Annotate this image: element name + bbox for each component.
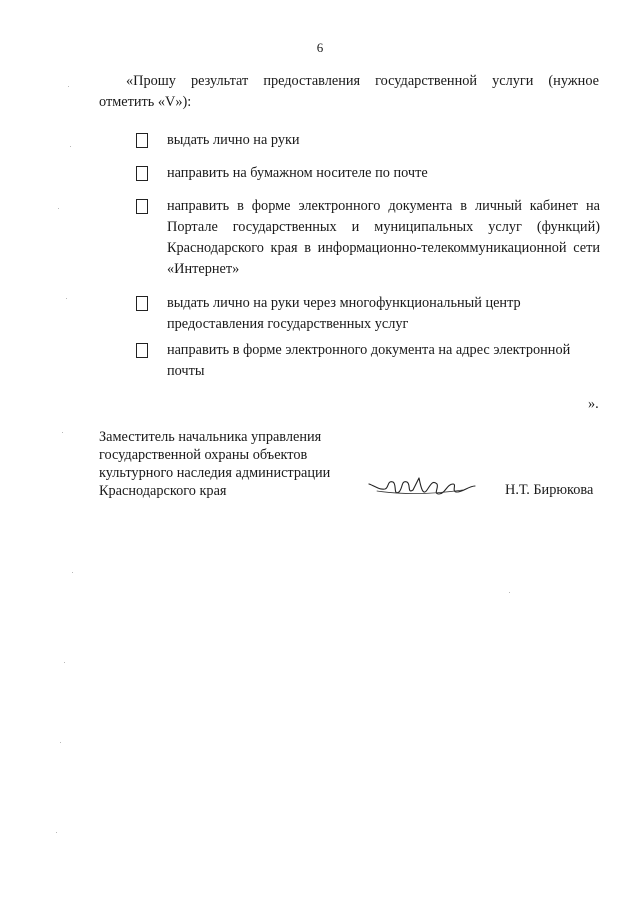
- scan-speck: [66, 298, 67, 299]
- handwritten-signature: [367, 470, 477, 506]
- checkbox[interactable]: [136, 166, 148, 181]
- option-label: выдать лично на руки через многофункциональный центр предоставления государственных услуг: [167, 295, 521, 332]
- checkbox[interactable]: [136, 199, 148, 214]
- option-label: направить в форме электронного документа на адрес электронной почты: [167, 342, 571, 379]
- scan-speck: [72, 572, 73, 573]
- option-label: выдать лично на руки: [167, 132, 300, 148]
- signatory-position: Заместитель начальника управления государственной охраны объектов культурного наследия администрации Краснодарского края: [99, 429, 331, 499]
- option-label: направить на бумажном носителе по почте: [167, 165, 428, 181]
- scan-speck: [58, 208, 59, 209]
- scan-speck: [70, 146, 71, 147]
- scan-speck: [62, 432, 63, 433]
- intro-paragraph: «Прошу результат предоставления государственной услуги (нужное отметить «V»):: [99, 73, 599, 110]
- closing-quote: ».: [588, 396, 599, 412]
- scan-speck: [509, 592, 510, 593]
- signer-name: Н.Т. Бирюкова: [505, 482, 594, 498]
- checkbox[interactable]: [136, 133, 148, 148]
- checkbox[interactable]: [136, 343, 148, 358]
- scan-speck: [56, 832, 57, 833]
- scan-speck: [68, 86, 69, 87]
- option-label: направить в форме электронного документа в личный кабинет на Портале государственных и муниципальных услуг (функций) Краснодарского края в информационно-телекоммуникационной сети «Интернет»: [167, 198, 600, 277]
- checkbox[interactable]: [136, 296, 148, 311]
- scan-speck: [60, 742, 61, 743]
- page-number: 6: [316, 40, 324, 55]
- scan-speck: [64, 662, 65, 663]
